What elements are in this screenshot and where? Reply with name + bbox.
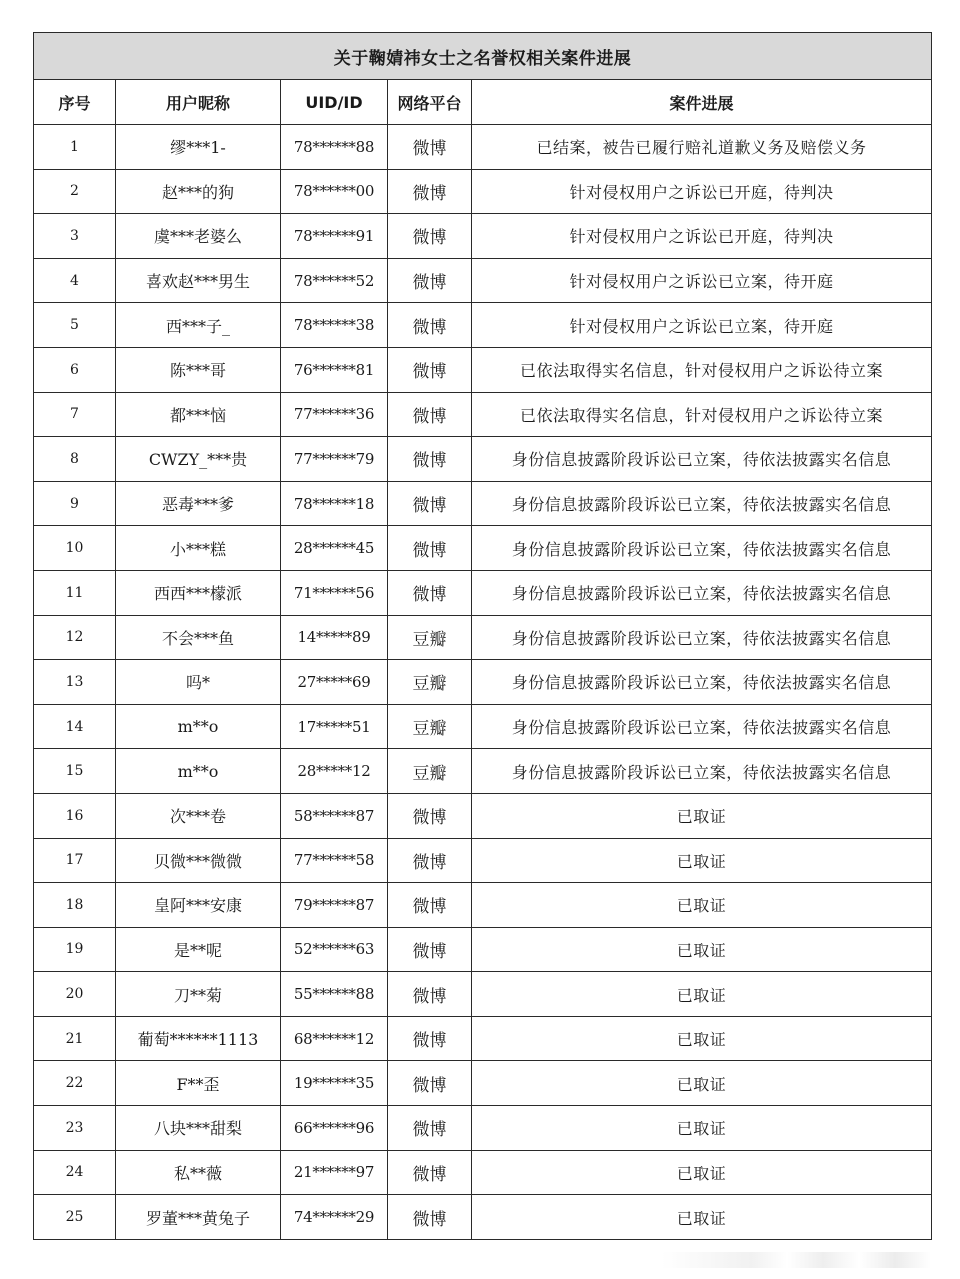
cell-no: 1 — [34, 125, 116, 170]
cell-uid: 77******79 — [281, 437, 388, 482]
cell-progress: 身份信息披露阶段诉讼已立案，待依法披露实名信息 — [472, 481, 932, 526]
cell-nickname: F**歪 — [116, 1061, 281, 1106]
case-progress-table — [33, 32, 932, 1240]
cell-platform: 微博 — [388, 793, 472, 838]
cell-nickname: 赵***的狗 — [116, 169, 281, 214]
cell-uid: 68******12 — [281, 1016, 388, 1061]
table-title: 关于鞠婧祎女士之名誉权相关案件进展 — [34, 33, 932, 80]
cell-uid: 78******52 — [281, 258, 388, 303]
cell-nickname: 是**呢 — [116, 927, 281, 972]
table-row — [34, 660, 932, 705]
cell-progress: 针对侵权用户之诉讼已开庭，待判决 — [472, 169, 932, 214]
cell-no: 25 — [34, 1195, 116, 1240]
table-row — [34, 125, 932, 170]
header-no: 序号 — [34, 80, 116, 125]
cell-no: 17 — [34, 838, 116, 883]
cell-progress: 已结案，被告已履行赔礼道歉义务及赔偿义务 — [472, 125, 932, 170]
cell-progress: 身份信息披露阶段诉讼已立案，待依法披露实名信息 — [472, 660, 932, 705]
cell-progress: 身份信息披露阶段诉讼已立案，待依法披露实名信息 — [472, 749, 932, 794]
cell-progress: 已取证 — [472, 972, 932, 1017]
cell-no: 21 — [34, 1016, 116, 1061]
cell-nickname: 罗董***黄兔子 — [116, 1195, 281, 1240]
table-row — [34, 258, 932, 303]
cell-no: 7 — [34, 392, 116, 437]
cell-nickname: 皇阿***安康 — [116, 883, 281, 928]
cell-no: 16 — [34, 793, 116, 838]
cell-uid: 28*****12 — [281, 749, 388, 794]
table-row — [34, 526, 932, 571]
cell-platform: 微博 — [388, 972, 472, 1017]
table-row — [34, 1016, 932, 1061]
cell-uid: 28******45 — [281, 526, 388, 571]
cell-nickname: 不会***鱼 — [116, 615, 281, 660]
cell-progress: 已取证 — [472, 1150, 932, 1195]
cell-progress: 已取证 — [472, 1106, 932, 1151]
cell-no: 19 — [34, 927, 116, 972]
cell-no: 6 — [34, 347, 116, 392]
table-row — [34, 347, 932, 392]
cell-platform: 豆瓣 — [388, 749, 472, 794]
table-row — [34, 615, 932, 660]
cell-nickname: 陈***哥 — [116, 347, 281, 392]
table-row — [34, 838, 932, 883]
table-row — [34, 704, 932, 749]
cell-nickname: 西***子_ — [116, 303, 281, 348]
cell-progress: 针对侵权用户之诉讼已立案，待开庭 — [472, 303, 932, 348]
cell-progress: 已依法取得实名信息，针对侵权用户之诉讼待立案 — [472, 392, 932, 437]
cell-uid: 55******88 — [281, 972, 388, 1017]
table-row — [34, 1061, 932, 1106]
cell-platform: 豆瓣 — [388, 704, 472, 749]
cell-platform: 微博 — [388, 437, 472, 482]
cell-no: 24 — [34, 1150, 116, 1195]
cell-nickname: 小***糕 — [116, 526, 281, 571]
cell-progress: 已取证 — [472, 883, 932, 928]
cell-progress: 针对侵权用户之诉讼已开庭，待判决 — [472, 214, 932, 259]
table-row — [34, 481, 932, 526]
cell-no: 20 — [34, 972, 116, 1017]
scan-footer-strip — [33, 1252, 931, 1268]
cell-nickname: 恶毒***爹 — [116, 481, 281, 526]
cell-uid: 78******91 — [281, 214, 388, 259]
cell-progress: 已取证 — [472, 1195, 932, 1240]
cell-uid: 71******56 — [281, 570, 388, 615]
table-row — [34, 437, 932, 482]
cell-platform: 微博 — [388, 1195, 472, 1240]
cell-nickname: 刀**菊 — [116, 972, 281, 1017]
cell-progress: 身份信息披露阶段诉讼已立案，待依法披露实名信息 — [472, 437, 932, 482]
cell-no: 14 — [34, 704, 116, 749]
header-nickname: 用户昵称 — [116, 80, 281, 125]
cell-progress: 身份信息披露阶段诉讼已立案，待依法披露实名信息 — [472, 704, 932, 749]
table-body — [34, 125, 932, 1240]
cell-no: 18 — [34, 883, 116, 928]
cell-progress: 身份信息披露阶段诉讼已立案，待依法披露实名信息 — [472, 570, 932, 615]
table-row — [34, 570, 932, 615]
cell-uid: 14*****89 — [281, 615, 388, 660]
cell-nickname: 西西***檬派 — [116, 570, 281, 615]
table-row — [34, 214, 932, 259]
cell-platform: 微博 — [388, 214, 472, 259]
cell-platform: 微博 — [388, 883, 472, 928]
cell-uid: 77******58 — [281, 838, 388, 883]
table-row — [34, 749, 932, 794]
cell-no: 22 — [34, 1061, 116, 1106]
cell-no: 10 — [34, 526, 116, 571]
cell-nickname: 缪***1- — [116, 125, 281, 170]
cell-progress: 已取证 — [472, 838, 932, 883]
cell-platform: 豆瓣 — [388, 615, 472, 660]
cell-nickname: 都***恼 — [116, 392, 281, 437]
cell-progress: 已依法取得实名信息，针对侵权用户之诉讼待立案 — [472, 347, 932, 392]
cell-nickname: 葡萄******1113 — [116, 1016, 281, 1061]
cell-nickname: 虞***老婆么 — [116, 214, 281, 259]
cell-no: 3 — [34, 214, 116, 259]
cell-nickname: 八块***甜梨 — [116, 1106, 281, 1151]
table-row — [34, 793, 932, 838]
cell-nickname: m**o — [116, 749, 281, 794]
cell-uid: 19******35 — [281, 1061, 388, 1106]
cell-no: 4 — [34, 258, 116, 303]
cell-nickname: 吗* — [116, 660, 281, 705]
cell-uid: 66******96 — [281, 1106, 388, 1151]
cell-nickname: CWZY_***贵 — [116, 437, 281, 482]
cell-uid: 76******81 — [281, 347, 388, 392]
cell-progress: 已取证 — [472, 793, 932, 838]
cell-progress: 针对侵权用户之诉讼已立案，待开庭 — [472, 258, 932, 303]
cell-platform: 微博 — [388, 838, 472, 883]
cell-platform: 微博 — [388, 526, 472, 571]
cell-platform: 微博 — [388, 1106, 472, 1151]
cell-platform: 微博 — [388, 347, 472, 392]
cell-platform: 微博 — [388, 1016, 472, 1061]
cell-platform: 微博 — [388, 392, 472, 437]
cell-platform: 微博 — [388, 125, 472, 170]
table-row — [34, 972, 932, 1017]
table-row — [34, 169, 932, 214]
table-row — [34, 303, 932, 348]
cell-nickname: 贝微***微微 — [116, 838, 281, 883]
cell-no: 11 — [34, 570, 116, 615]
cell-progress: 身份信息披露阶段诉讼已立案，待依法披露实名信息 — [472, 526, 932, 571]
cell-platform: 微博 — [388, 169, 472, 214]
cell-progress: 已取证 — [472, 1061, 932, 1106]
cell-uid: 74******29 — [281, 1195, 388, 1240]
cell-uid: 21******97 — [281, 1150, 388, 1195]
cell-uid: 78******18 — [281, 481, 388, 526]
cell-platform: 微博 — [388, 1150, 472, 1195]
cell-no: 9 — [34, 481, 116, 526]
header-uid: UID/ID — [281, 80, 388, 125]
table-header-row — [34, 80, 932, 125]
cell-nickname: 次***卷 — [116, 793, 281, 838]
table-row — [34, 1106, 932, 1151]
cell-progress: 已取证 — [472, 1016, 932, 1061]
table-row — [34, 1150, 932, 1195]
cell-platform: 微博 — [388, 303, 472, 348]
cell-no: 13 — [34, 660, 116, 705]
header-progress: 案件进展 — [472, 80, 932, 125]
cell-no: 2 — [34, 169, 116, 214]
cell-platform: 微博 — [388, 927, 472, 972]
cell-no: 12 — [34, 615, 116, 660]
table-row — [34, 1195, 932, 1240]
cell-platform: 微博 — [388, 481, 472, 526]
header-platform: 网络平台 — [388, 80, 472, 125]
cell-uid: 77******36 — [281, 392, 388, 437]
cell-uid: 52******63 — [281, 927, 388, 972]
cell-nickname: m**o — [116, 704, 281, 749]
cell-uid: 78******88 — [281, 125, 388, 170]
cell-platform: 微博 — [388, 258, 472, 303]
cell-no: 23 — [34, 1106, 116, 1151]
document-page — [33, 32, 931, 1240]
cell-progress: 身份信息披露阶段诉讼已立案，待依法披露实名信息 — [472, 615, 932, 660]
cell-platform: 豆瓣 — [388, 660, 472, 705]
cell-platform: 微博 — [388, 1061, 472, 1106]
cell-no: 8 — [34, 437, 116, 482]
cell-uid: 58******87 — [281, 793, 388, 838]
table-row — [34, 927, 932, 972]
cell-nickname: 喜欢赵***男生 — [116, 258, 281, 303]
table-row — [34, 883, 932, 928]
cell-nickname: 私**薇 — [116, 1150, 281, 1195]
cell-uid: 17*****51 — [281, 704, 388, 749]
cell-no: 5 — [34, 303, 116, 348]
cell-uid: 27*****69 — [281, 660, 388, 705]
cell-uid: 78******38 — [281, 303, 388, 348]
cell-no: 15 — [34, 749, 116, 794]
cell-progress: 已取证 — [472, 927, 932, 972]
cell-uid: 79******87 — [281, 883, 388, 928]
cell-uid: 78******00 — [281, 169, 388, 214]
cell-platform: 微博 — [388, 570, 472, 615]
table-row — [34, 392, 932, 437]
